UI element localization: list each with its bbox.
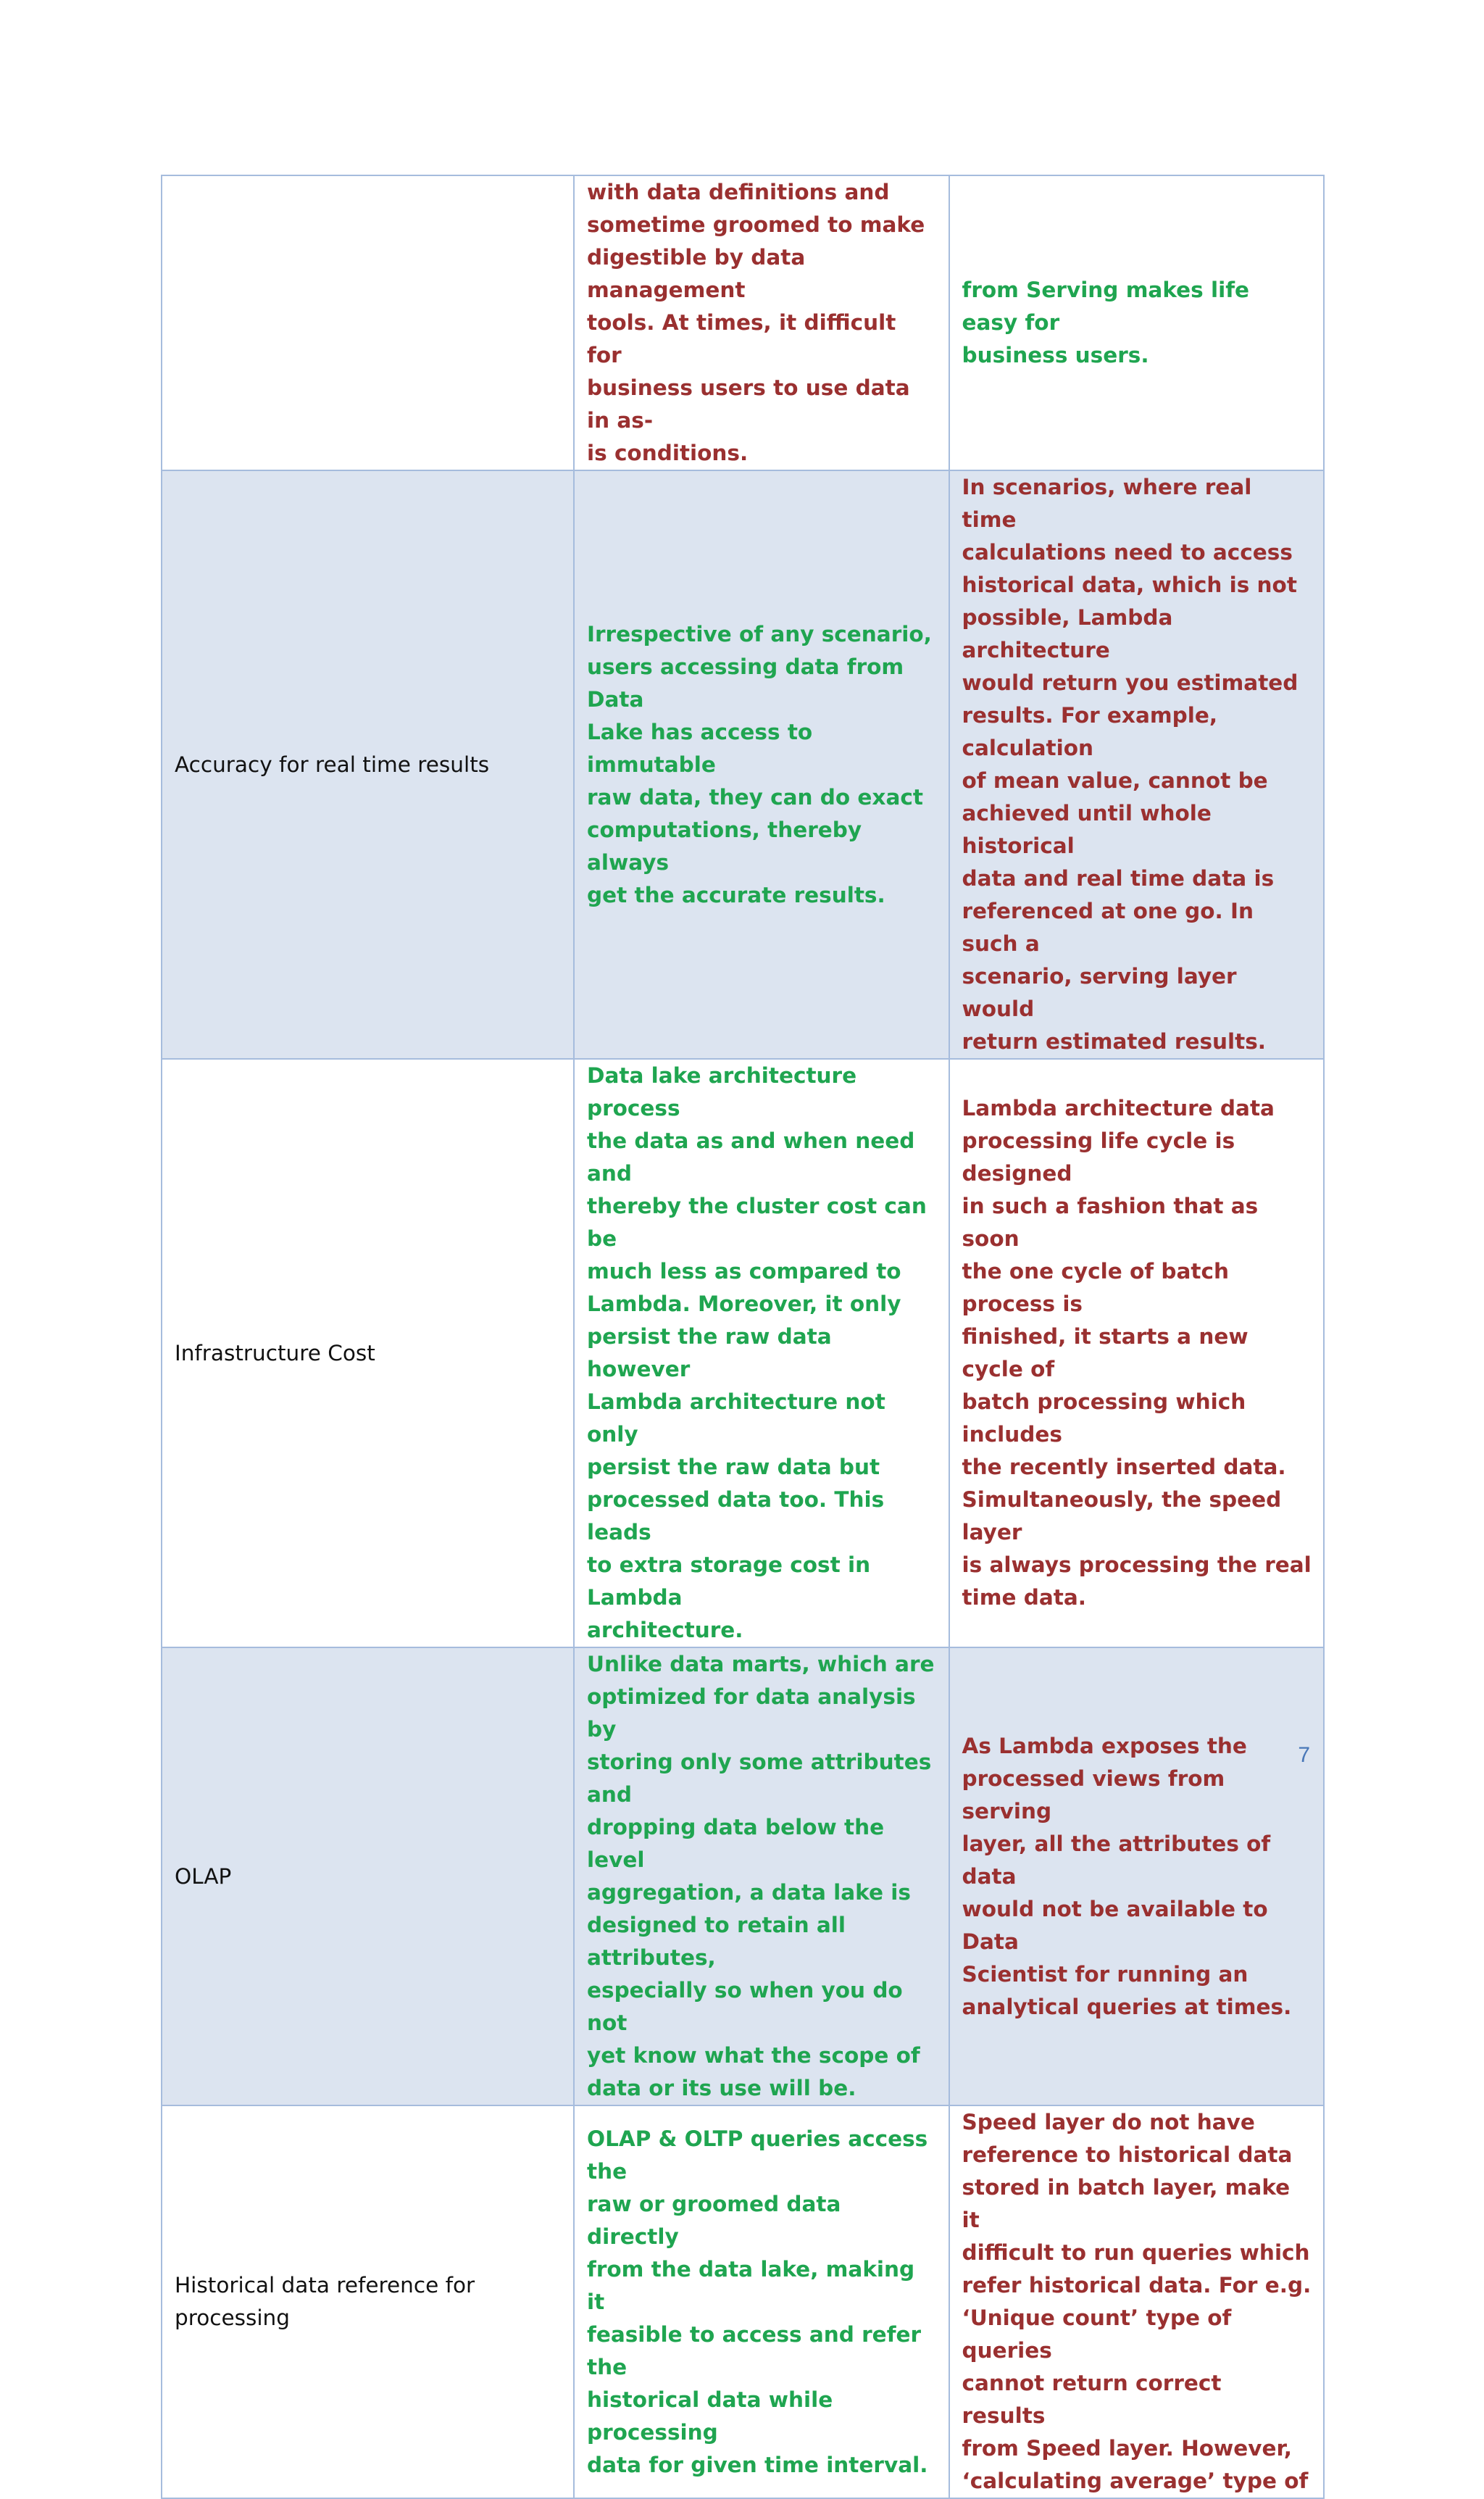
table-row [162, 470, 1324, 1059]
page-number: 7 [1298, 1743, 1310, 1767]
table-row [162, 175, 1324, 470]
data-lake-cell: OLAP & OLTP queries access the raw or groomed data directly from the data lake, making it feasible to access and refer the historical data while processing data for given time interval. [574, 2105, 949, 2498]
lambda-cell: Speed layer do not have reference to historical data stored in batch layer, make it difficult to run queries which refer historical data. For e.g. ‘Unique count’ type of queries cannot return correct results from Speed layer. However, ‘calculating average’ type of [949, 2105, 1325, 2498]
data-lake-cell: with data definitions and sometime groomed to make digestible by data management tools. At times, it difficult for business users to use data in as- is conditions. [574, 175, 949, 470]
lambda-cell: As Lambda exposes the processed views from serving layer, all the attributes of data would not be available to Data Scientist for running an analytical queries at times. [949, 1647, 1325, 2105]
lambda-cell: Lambda architecture data processing life cycle is designed in such a fashion that as soon the one cycle of batch process is finished, it starts a new cycle of batch processing which includes the recently inserted data. Simultaneously, the speed layer is always processing the real time data. [949, 1059, 1325, 1647]
table-row [162, 1059, 1324, 1647]
data-lake-cell: Unlike data marts, which are optimized for data analysis by storing only some attributes and dropping data below the level aggregation, a data lake is designed to retain all attributes, especially so when you do not yet know what the scope of data or its use will be. [574, 1647, 949, 2105]
criteria-cell: OLAP [162, 1647, 574, 2105]
criteria-cell: Accuracy for real time results [162, 470, 574, 1059]
criteria-cell: Infrastructure Cost [162, 1059, 574, 1647]
data-lake-cell: Irrespective of any scenario, users accessing data from Data Lake has access to immutable raw data, they can do exact computations, thereby always get the accurate results. [574, 470, 949, 1059]
criteria-cell [162, 175, 574, 470]
data-lake-cell: Data lake architecture process the data as and when need and thereby the cluster cost can be much less as compared to Lambda. Moreover, it only persist the raw data however Lambda architecture not only persist the raw data but processed data too. This leads to extra storage cost in Lambda architecture. [574, 1059, 949, 1647]
criteria-cell: Historical data reference for processing [162, 2105, 574, 2498]
table-row [162, 1647, 1324, 2105]
lambda-cell: from Serving makes life easy for business users. [949, 175, 1325, 470]
lambda-cell: In scenarios, where real time calculations need to access historical data, which is not possible, Lambda architecture would return you estimated results. For example, calculation of mean value, cannot be achieved until whole historical data and real time data is referenced at one go. In such a scenario, serving layer would return estimated results. [949, 470, 1325, 1059]
comparison-table [161, 175, 1325, 2499]
table-row [162, 2105, 1324, 2498]
